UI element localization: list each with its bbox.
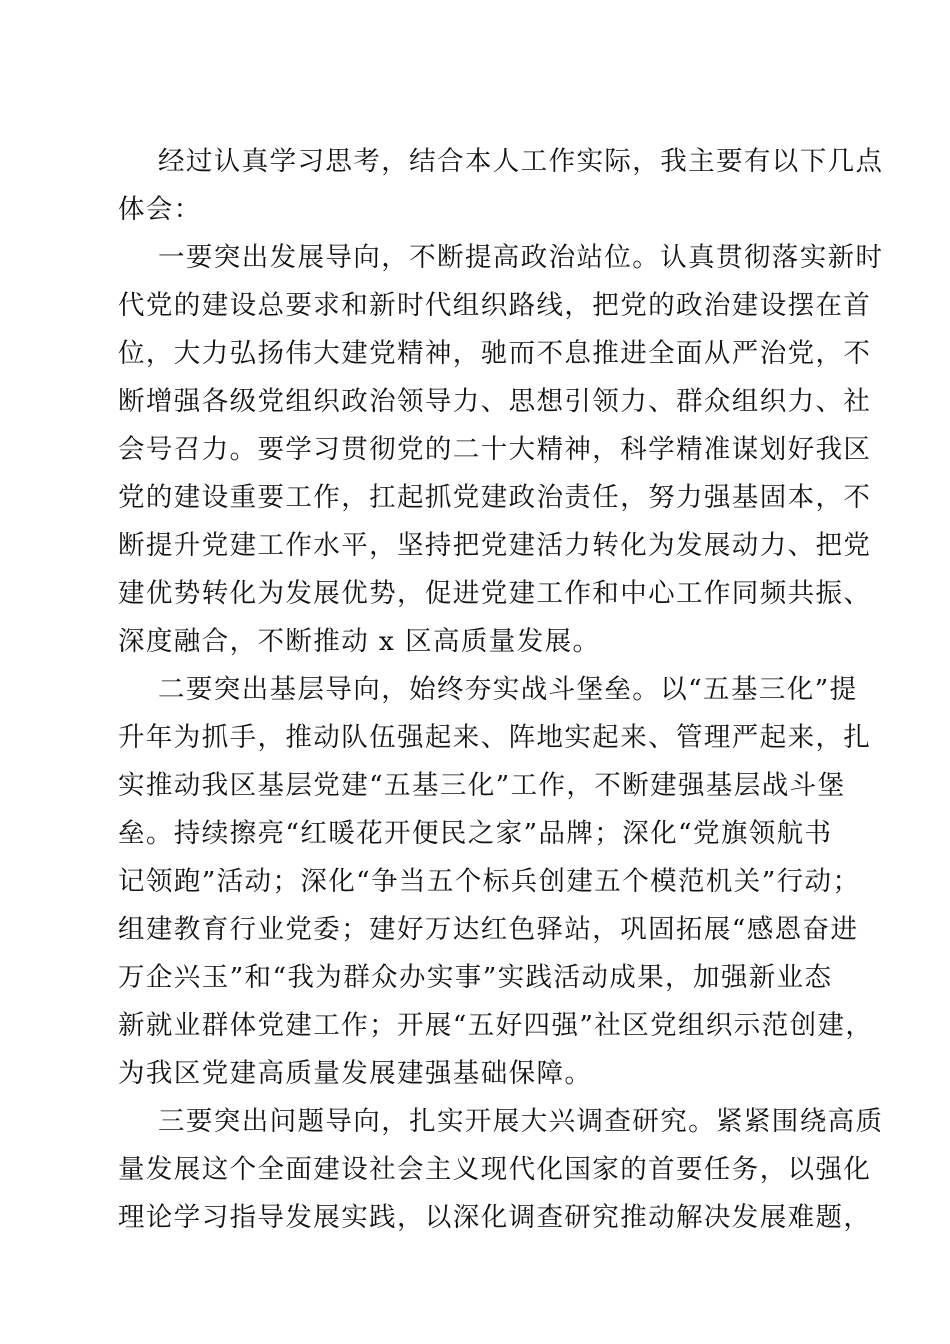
paragraph-1-line-3: 位，大力弘扬伟大建党精神，驰而不息推进全面从严治党，不: [118, 338, 872, 369]
paragraph-2-line-8: 新就业群体党建工作；开展“五好四强”社区党组织示范创建，: [118, 1010, 874, 1041]
paragraph-3-line-3: 理论学习指导发展实践，以深化调查研究推动解决发展难题，: [118, 1202, 872, 1233]
paragraph-2-line-5: 记领跑”活动；深化“争当五个标兵创建五个模范机关”行动；: [118, 866, 861, 897]
paragraph-2-line-4: 垒。持续擦亮“红暖花开便民之家”品牌；深化“党旗领航书: [118, 818, 833, 849]
paragraph-3-line-2: 量发展这个全面建设社会主义现代化国家的首要任务，以强化: [118, 1154, 872, 1185]
paragraph-2-line-2: 升年为抓手，推动队伍强起来、阵地实起来、管理严起来，扎: [118, 722, 872, 753]
paragraph-2-line-7: 万企兴玉”和“我为群众办实事”实践活动成果，加强新业态: [118, 962, 833, 993]
paragraph-1-line-2: 代党的建设总要求和新时代组织路线，把党的政治建设摆在首: [118, 290, 872, 321]
paragraph-2-line-1: 二要突出基层导向，始终夯实战斗堡垒。以“五基三化”提: [158, 674, 858, 705]
paragraph-1-line-5: 会号召力。要学习贯彻党的二十大精神，科学精准谋划好我区: [118, 434, 872, 465]
paragraph-1-line-4: 断增强各级党组织政治领导力、思想引领力、群众组织力、社: [118, 386, 872, 417]
paragraph-1-line-6: 党的建设重要工作，扛起抓党建政治责任，努力强基固本，不: [118, 482, 872, 513]
paragraph-intro-line-1: 经过认真学习思考，结合本人工作实际，我主要有以下几点: [158, 146, 884, 177]
paragraph-1-line-9: 深度融合，不断推动 x 区高质量发展。: [118, 626, 601, 657]
paragraph-3-line-1: 三要突出问题导向，扎实开展大兴调查研究。紧紧围绕高质: [158, 1106, 884, 1137]
paragraph-2-line-6: 组建教育行业党委；建好万达红色驿站，巩固拓展“感恩奋进: [118, 914, 859, 945]
paragraph-2-line-9: 为我区党建高质量发展建强基础保障。: [118, 1058, 593, 1089]
paragraph-1-line-1: 一要突出发展导向，不断提高政治站位。认真贯彻落实新时: [158, 242, 884, 273]
paragraph-intro-line-2: 体会：: [118, 194, 202, 225]
paragraph-1-line-8: 建优势转化为发展优势，促进党建工作和中心工作同频共振、: [118, 578, 872, 609]
paragraph-1-line-7: 断提升党建工作水平，坚持把党建活力转化为发展动力、把党: [118, 530, 872, 561]
paragraph-2-line-3: 实推动我区基层党建“五基三化”工作，不断建强基层战斗堡: [118, 770, 846, 801]
